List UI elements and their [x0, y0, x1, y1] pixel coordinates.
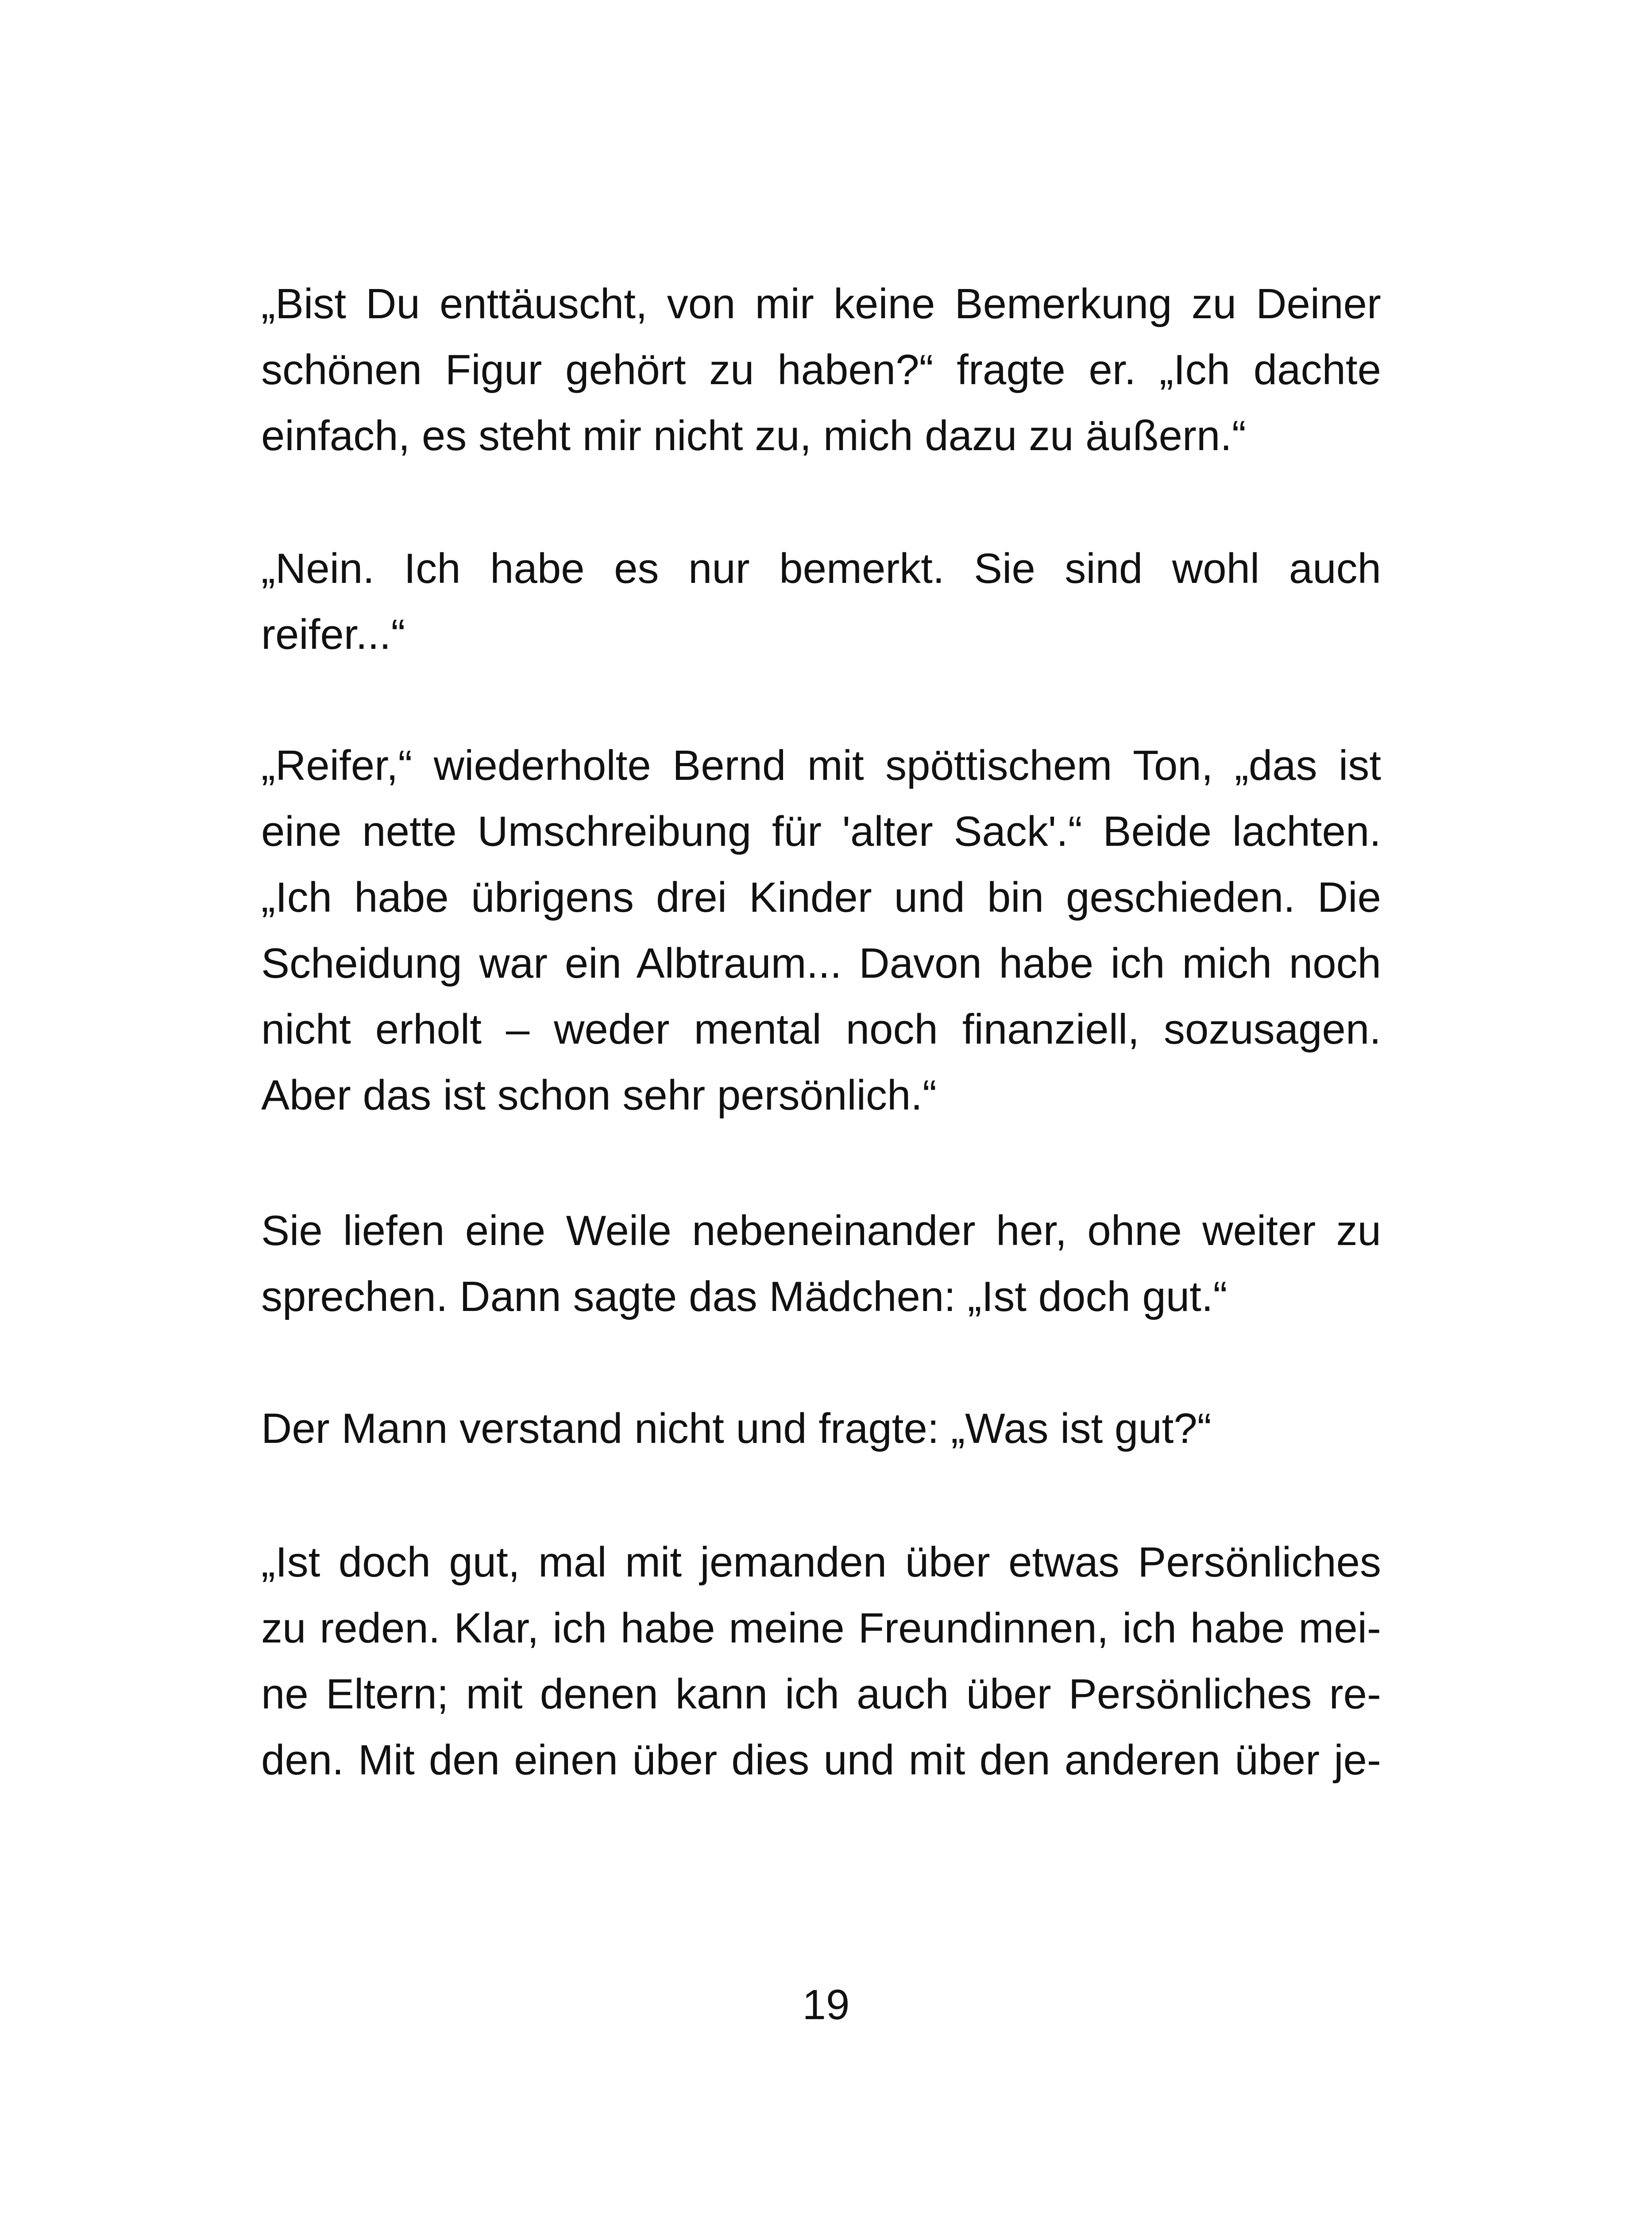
paragraph-line: zu reden. Klar, ich habe meine Freundinnen, ich habe mei-: [261, 1604, 1381, 1652]
paragraph-line: Aber das ist schon sehr persönlich.“: [261, 1072, 937, 1119]
page-number: 19: [802, 1981, 850, 2028]
paragraph-line: ne Eltern; mit denen kann ich auch über Persönliches re-: [261, 1670, 1381, 1718]
paragraph-line: eine nette Umschreibung für 'alter Sack'.“ Beide lachten.: [261, 808, 1381, 855]
paragraph-line: Scheidung war ein Albtraum... Davon habe ich mich noch: [261, 940, 1381, 987]
paragraph-3: [261, 733, 1381, 1128]
paragraph-line: nicht erholt – weder mental noch finanziell, sozusagen.: [261, 1006, 1381, 1053]
paragraph-1: [261, 271, 1381, 469]
paragraph-line: „Ich habe übrigens drei Kinder und bin geschieden. Die: [261, 874, 1381, 921]
paragraph-line: „Ist doch gut, mal mit jemanden über etwas Persönliches: [261, 1538, 1381, 1586]
paragraph-line: einfach, es steht mir nicht zu, mich dazu zu äußern.“: [261, 412, 1246, 459]
paragraph-line: „Nein. Ich habe es nur bemerkt. Sie sind wohl auch: [261, 545, 1381, 592]
paragraph-line: reifer...“: [261, 611, 405, 658]
paragraph-line: Sie liefen eine Weile nebeneinander her, ohne weiter zu: [261, 1207, 1381, 1254]
paragraph-5: [261, 1396, 1381, 1461]
paragraph-4: [261, 1198, 1381, 1330]
paragraph-line: Der Mann verstand nicht und fragte: „Was ist gut?“: [261, 1405, 1212, 1452]
paragraph-6: [261, 1529, 1381, 1793]
paragraph-line: den. Mit den einen über dies und mit den anderen über je-: [261, 1736, 1381, 1784]
paragraph-line: sprechen. Dann sagte das Mädchen: „Ist doch gut.“: [261, 1273, 1227, 1320]
paragraph-line: „Reifer,“ wiederholte Bernd mit spöttischem Ton, „das ist: [261, 742, 1381, 789]
paragraph-2: [261, 536, 1381, 667]
paragraph-line: schönen Figur gehört zu haben?“ fragte er. „Ich dachte: [261, 346, 1381, 393]
paragraph-line: „Bist Du enttäuscht, von mir keine Bemerkung zu Deiner: [261, 280, 1381, 328]
